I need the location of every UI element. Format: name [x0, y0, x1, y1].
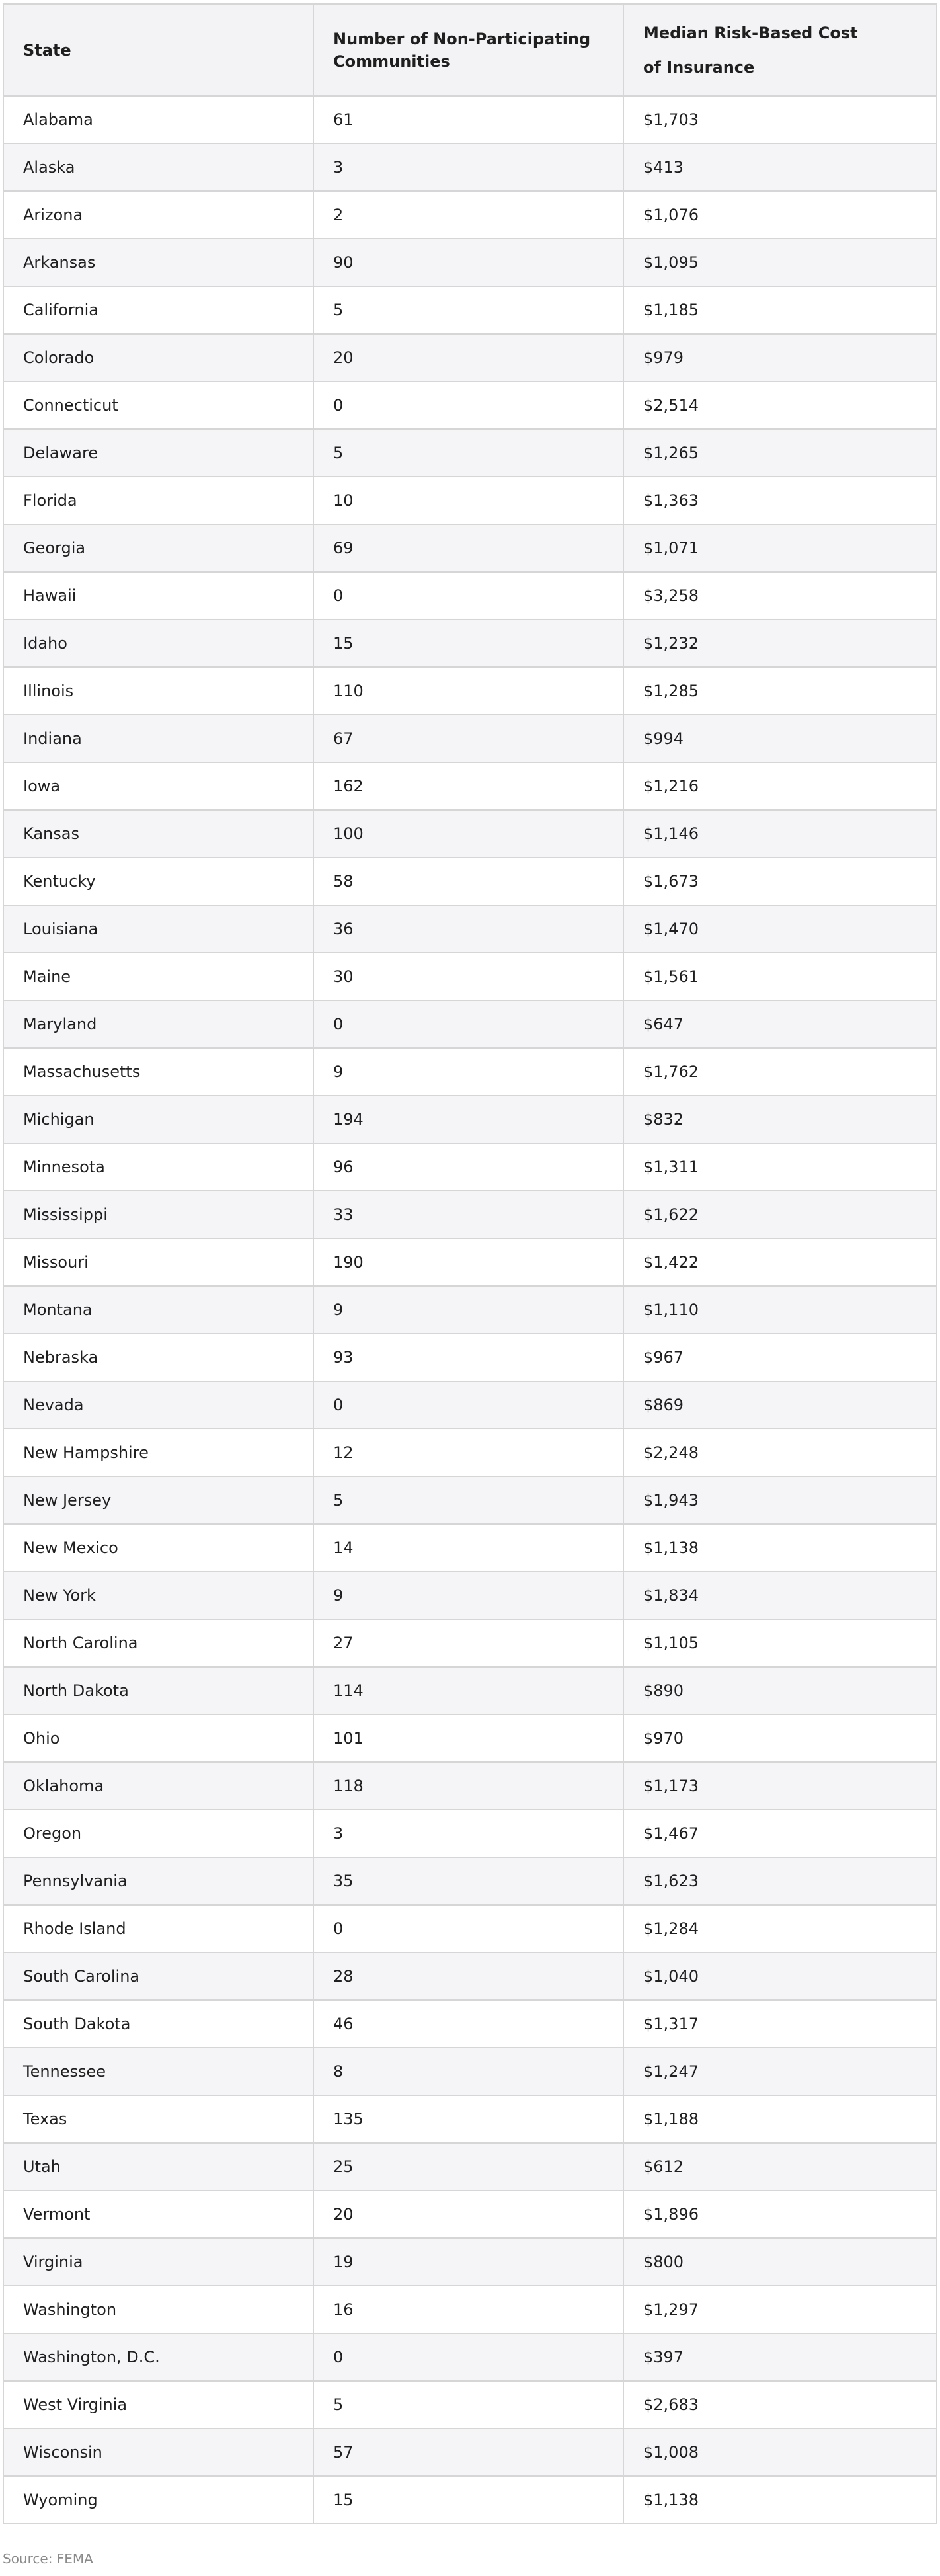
insurance-table-container — [3, 3, 936, 2524]
cost-cell: $1,467 — [623, 1810, 937, 1857]
communities-cell: 46 — [313, 2000, 623, 2048]
state-cell: Arkansas — [3, 239, 313, 286]
cost-cell: $979 — [623, 334, 937, 382]
communities-cell: 67 — [313, 715, 623, 762]
header-communities-line-1: Number of Non-Participating — [333, 29, 591, 48]
state-cell: Nevada — [3, 1381, 313, 1429]
state-cell: Utah — [3, 2143, 313, 2191]
table-row — [3, 1000, 937, 1048]
state-cell: Oklahoma — [3, 1762, 313, 1810]
state-cell: Delaware — [3, 429, 313, 477]
cost-cell: $869 — [623, 1381, 937, 1429]
cost-cell: $1,076 — [623, 191, 937, 239]
table-row — [3, 1143, 937, 1191]
state-cell: Vermont — [3, 2191, 313, 2238]
state-cell: Iowa — [3, 762, 313, 810]
communities-cell: 190 — [313, 1238, 623, 1286]
table-header — [3, 4, 937, 96]
cost-cell: $1,297 — [623, 2286, 937, 2333]
state-cell: Alabama — [3, 96, 313, 143]
cost-cell: $1,185 — [623, 286, 937, 334]
cost-cell: $1,110 — [623, 1286, 937, 1334]
state-cell: Kentucky — [3, 858, 313, 905]
table-row — [3, 1381, 937, 1429]
cost-cell: $970 — [623, 1714, 937, 1762]
cost-cell: $1,422 — [623, 1238, 937, 1286]
table-row — [3, 286, 937, 334]
cost-cell: $1,762 — [623, 1048, 937, 1096]
state-cell: Oregon — [3, 1810, 313, 1857]
cost-cell: $1,188 — [623, 2095, 937, 2143]
state-cell: Mississippi — [3, 1191, 313, 1238]
table-row — [3, 334, 937, 382]
state-cell: Montana — [3, 1286, 313, 1334]
table-row — [3, 667, 937, 715]
cost-cell: $1,363 — [623, 477, 937, 524]
state-cell: Texas — [3, 2095, 313, 2143]
communities-cell: 5 — [313, 2381, 623, 2429]
cost-cell: $1,138 — [623, 2476, 937, 2524]
table-row — [3, 1476, 937, 1524]
table-row — [3, 762, 937, 810]
cost-cell: $1,247 — [623, 2048, 937, 2095]
cost-cell: $1,265 — [623, 429, 937, 477]
state-cell: Nebraska — [3, 1334, 313, 1381]
communities-cell: 162 — [313, 762, 623, 810]
table-row — [3, 1334, 937, 1381]
cost-cell: $1,040 — [623, 1952, 937, 2000]
cost-cell: $1,008 — [623, 2429, 937, 2476]
cost-cell: $1,317 — [623, 2000, 937, 2048]
table-row — [3, 2476, 937, 2524]
cost-cell: $413 — [623, 143, 937, 191]
state-cell: Tennessee — [3, 2048, 313, 2095]
state-cell: Illinois — [3, 667, 313, 715]
table-row — [3, 2286, 937, 2333]
state-cell: Missouri — [3, 1238, 313, 1286]
communities-cell: 16 — [313, 2286, 623, 2333]
communities-cell: 135 — [313, 2095, 623, 2143]
cost-cell: $890 — [623, 1667, 937, 1714]
state-cell: Wyoming — [3, 2476, 313, 2524]
table-row — [3, 1667, 937, 1714]
state-cell: Washington — [3, 2286, 313, 2333]
table-row — [3, 477, 937, 524]
communities-cell: 9 — [313, 1572, 623, 1619]
table-body — [3, 96, 937, 2524]
cost-cell: $1,311 — [623, 1143, 937, 1191]
state-cell: New York — [3, 1572, 313, 1619]
state-cell: North Carolina — [3, 1619, 313, 1667]
communities-cell: 2 — [313, 191, 623, 239]
cost-cell: $1,943 — [623, 1476, 937, 1524]
communities-cell: 57 — [313, 2429, 623, 2476]
table-row — [3, 1096, 937, 1143]
state-cell: Colorado — [3, 334, 313, 382]
cost-cell: $1,232 — [623, 620, 937, 667]
table-row — [3, 1810, 937, 1857]
communities-cell: 12 — [313, 1429, 623, 1476]
table-row — [3, 1952, 937, 2000]
cost-cell: $2,248 — [623, 1429, 937, 1476]
cost-cell: $3,258 — [623, 572, 937, 620]
table-row — [3, 1714, 937, 1762]
cost-cell: $1,173 — [623, 1762, 937, 1810]
cost-cell: $1,673 — [623, 858, 937, 905]
communities-cell: 20 — [313, 2191, 623, 2238]
table-row — [3, 1857, 937, 1905]
state-cell: Pennsylvania — [3, 1857, 313, 1905]
cost-cell: $397 — [623, 2333, 937, 2381]
table-row — [3, 2191, 937, 2238]
communities-cell: 110 — [313, 667, 623, 715]
cost-cell: $832 — [623, 1096, 937, 1143]
communities-cell: 0 — [313, 572, 623, 620]
cost-cell: $1,138 — [623, 1524, 937, 1572]
cost-cell: $1,623 — [623, 1857, 937, 1905]
state-cell: Virginia — [3, 2238, 313, 2286]
state-cell: Rhode Island — [3, 1905, 313, 1952]
communities-cell: 5 — [313, 1476, 623, 1524]
state-cell: Minnesota — [3, 1143, 313, 1191]
cost-cell: $967 — [623, 1334, 937, 1381]
communities-cell: 0 — [313, 1381, 623, 1429]
communities-cell: 5 — [313, 429, 623, 477]
communities-cell: 36 — [313, 905, 623, 953]
communities-cell: 9 — [313, 1286, 623, 1334]
communities-cell: 35 — [313, 1857, 623, 1905]
table-row — [3, 905, 937, 953]
state-cell: New Mexico — [3, 1524, 313, 1572]
table-row — [3, 96, 937, 143]
cost-cell: $994 — [623, 715, 937, 762]
table-row — [3, 524, 937, 572]
table-row — [3, 2000, 937, 2048]
state-cell: California — [3, 286, 313, 334]
table-row — [3, 2095, 937, 2143]
state-cell: Maryland — [3, 1000, 313, 1048]
cost-cell: $2,683 — [623, 2381, 937, 2429]
communities-cell: 15 — [313, 2476, 623, 2524]
communities-cell: 9 — [313, 1048, 623, 1096]
table-row — [3, 620, 937, 667]
header-cost-line-1: Median Risk-Based Cost — [643, 23, 858, 42]
cost-cell: $612 — [623, 2143, 937, 2191]
table-row — [3, 2238, 937, 2286]
cost-cell: $800 — [623, 2238, 937, 2286]
state-cell: New Jersey — [3, 1476, 313, 1524]
source-note: Source: FEMA — [3, 2551, 93, 2567]
communities-cell: 58 — [313, 858, 623, 905]
communities-cell: 0 — [313, 1000, 623, 1048]
communities-cell: 93 — [313, 1334, 623, 1381]
table-row — [3, 2381, 937, 2429]
state-cell: New Hampshire — [3, 1429, 313, 1476]
table-row — [3, 1572, 937, 1619]
state-cell: Idaho — [3, 620, 313, 667]
communities-cell: 90 — [313, 239, 623, 286]
cost-cell: $1,834 — [623, 1572, 937, 1619]
table-row — [3, 1286, 937, 1334]
state-cell: South Dakota — [3, 2000, 313, 2048]
communities-cell: 33 — [313, 1191, 623, 1238]
table-row — [3, 1762, 937, 1810]
table-row — [3, 2333, 937, 2381]
communities-cell: 101 — [313, 1714, 623, 1762]
state-cell: Indiana — [3, 715, 313, 762]
table-row — [3, 858, 937, 905]
cost-cell: $1,284 — [623, 1905, 937, 1952]
table-row — [3, 715, 937, 762]
table-row — [3, 1619, 937, 1667]
state-cell: Alaska — [3, 143, 313, 191]
cost-cell: $1,216 — [623, 762, 937, 810]
table-row — [3, 1905, 937, 1952]
table-row — [3, 953, 937, 1000]
communities-cell: 69 — [313, 524, 623, 572]
state-cell: Ohio — [3, 1714, 313, 1762]
state-cell: West Virginia — [3, 2381, 313, 2429]
cost-cell: $1,703 — [623, 96, 937, 143]
insurance-table — [3, 3, 937, 2524]
communities-cell: 0 — [313, 382, 623, 429]
header-cost — [623, 4, 937, 96]
communities-cell: 15 — [313, 620, 623, 667]
table-row — [3, 191, 937, 239]
communities-cell: 3 — [313, 1810, 623, 1857]
table-row — [3, 2048, 937, 2095]
table-row — [3, 429, 937, 477]
state-cell: Washington, D.C. — [3, 2333, 313, 2381]
cost-cell: $1,095 — [623, 239, 937, 286]
table-row — [3, 1048, 937, 1096]
cost-cell: $647 — [623, 1000, 937, 1048]
communities-cell: 100 — [313, 810, 623, 858]
header-cost-line-2: of Insurance — [643, 58, 755, 77]
cost-cell: $1,561 — [623, 953, 937, 1000]
communities-cell: 114 — [313, 1667, 623, 1714]
communities-cell: 30 — [313, 953, 623, 1000]
cost-cell: $1,146 — [623, 810, 937, 858]
state-cell: Connecticut — [3, 382, 313, 429]
table-row — [3, 1429, 937, 1476]
cost-cell: $1,470 — [623, 905, 937, 953]
communities-cell: 0 — [313, 1905, 623, 1952]
communities-cell: 14 — [313, 1524, 623, 1572]
state-cell: Kansas — [3, 810, 313, 858]
table-row — [3, 1191, 937, 1238]
cost-cell: $1,285 — [623, 667, 937, 715]
communities-cell: 8 — [313, 2048, 623, 2095]
state-cell: Georgia — [3, 524, 313, 572]
state-cell: North Dakota — [3, 1667, 313, 1714]
communities-cell: 5 — [313, 286, 623, 334]
cost-cell: $2,514 — [623, 382, 937, 429]
communities-cell: 27 — [313, 1619, 623, 1667]
cost-cell: $1,622 — [623, 1191, 937, 1238]
communities-cell: 28 — [313, 1952, 623, 2000]
state-cell: South Carolina — [3, 1952, 313, 2000]
table-row — [3, 2429, 937, 2476]
cost-cell: $1,105 — [623, 1619, 937, 1667]
communities-cell: 96 — [313, 1143, 623, 1191]
communities-cell: 0 — [313, 2333, 623, 2381]
table-row — [3, 810, 937, 858]
state-cell: Massachusetts — [3, 1048, 313, 1096]
header-state — [3, 4, 313, 96]
communities-cell: 19 — [313, 2238, 623, 2286]
communities-cell: 3 — [313, 143, 623, 191]
table-row — [3, 239, 937, 286]
communities-cell: 25 — [313, 2143, 623, 2191]
header-communities — [313, 4, 623, 96]
communities-cell: 118 — [313, 1762, 623, 1810]
table-row — [3, 143, 937, 191]
table-header-row — [3, 4, 937, 96]
header-communities-line-2: Communities — [333, 52, 450, 71]
table-row — [3, 1524, 937, 1572]
state-cell: Wisconsin — [3, 2429, 313, 2476]
state-cell: Florida — [3, 477, 313, 524]
table-row — [3, 1238, 937, 1286]
state-cell: Michigan — [3, 1096, 313, 1143]
cost-cell: $1,896 — [623, 2191, 937, 2238]
table-row — [3, 382, 937, 429]
state-cell: Louisiana — [3, 905, 313, 953]
table-row — [3, 2143, 937, 2191]
communities-cell: 20 — [313, 334, 623, 382]
header-state-label: State — [23, 40, 71, 60]
communities-cell: 61 — [313, 96, 623, 143]
communities-cell: 194 — [313, 1096, 623, 1143]
cost-cell: $1,071 — [623, 524, 937, 572]
state-cell: Hawaii — [3, 572, 313, 620]
communities-cell: 10 — [313, 477, 623, 524]
table-row — [3, 572, 937, 620]
state-cell: Arizona — [3, 191, 313, 239]
state-cell: Maine — [3, 953, 313, 1000]
